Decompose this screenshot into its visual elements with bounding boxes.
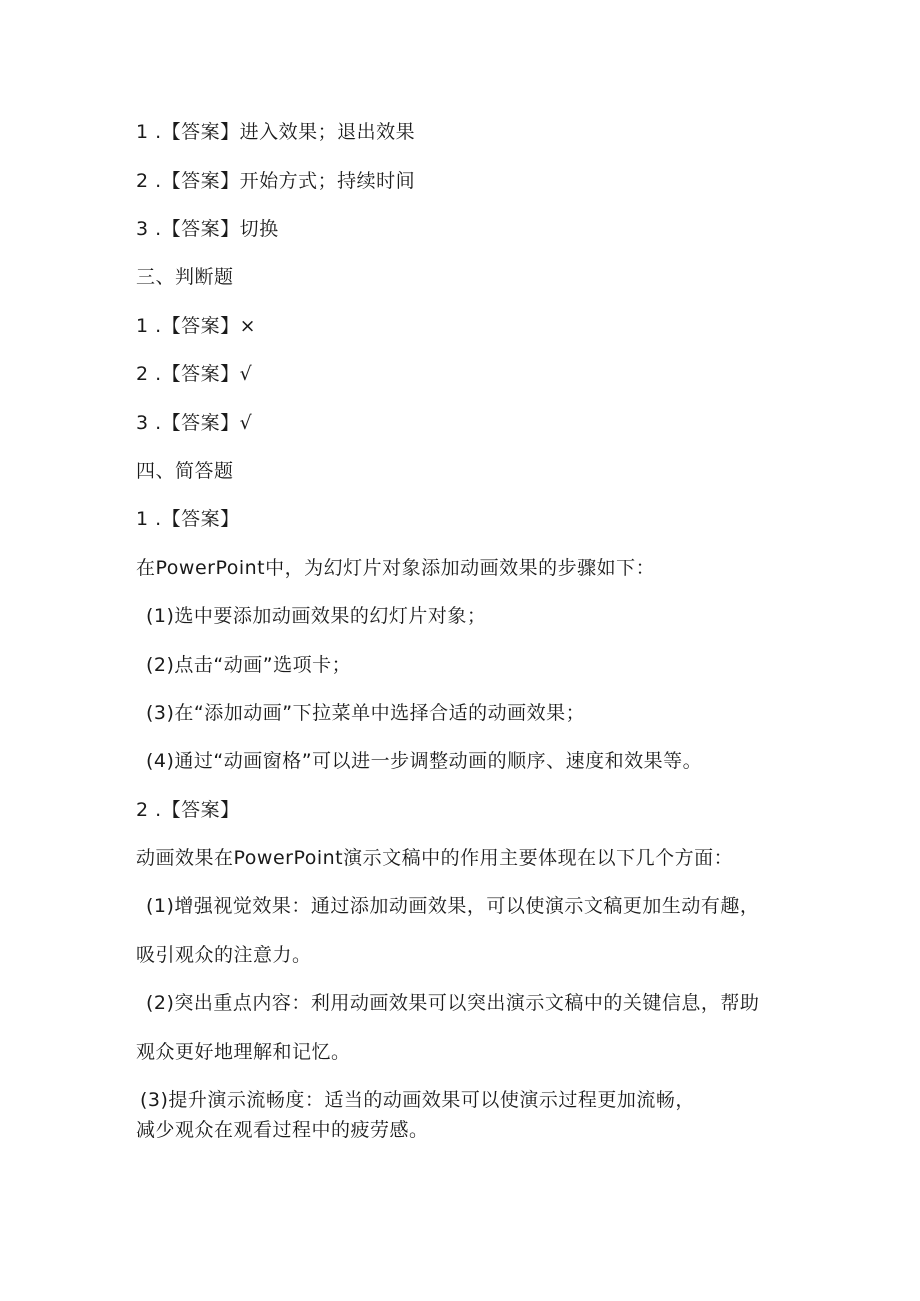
point-item-2-line-2: 观众更好地理解和记忆。 <box>136 1041 351 1063</box>
answer-line-tf-1: 1 .【答案】× <box>136 315 257 337</box>
answer-line-tf-2: 2 .【答案】√ <box>136 363 253 385</box>
point-item-1-line-1: (1)增强视觉效果：通过添加动画效果，可以使演示文稿更加生动有趣， <box>146 895 760 917</box>
point-item-1-line-2: 吸引观众的注意力。 <box>136 944 312 966</box>
point-item-2-line-1: (2)突出重点内容：利用动画效果可以突出演示文稿中的关键信息，帮助 <box>146 992 760 1014</box>
point-item-3-line-1: (3)提升演示流畅度：适当的动画效果可以使演示过程更加流畅， <box>140 1089 695 1111</box>
paragraph-intro-2: 动画效果在PowerPoint演示文稿中的作用主要体现在以下几个方面： <box>136 847 734 869</box>
answer-line-sa-1: 1 .【答案】 <box>136 508 240 530</box>
answer-line-fill-2: 2 .【答案】开始方式；持续时间 <box>136 170 416 192</box>
step-item-1: (1)选中要添加动画效果的幻灯片对象； <box>146 605 487 627</box>
answer-line-sa-2: 2 .【答案】 <box>136 799 240 821</box>
step-item-3: (3)在“添加动画”下拉菜单中选择合适的动画效果； <box>146 702 586 724</box>
step-item-4: (4)通过“动画窗格”可以进一步调整动画的顺序、速度和效果等。 <box>146 750 703 772</box>
answer-line-fill-1: 1 .【答案】进入效果；退出效果 <box>136 121 416 143</box>
section-heading-short-answer: 四、简答题 <box>136 460 234 482</box>
answer-line-fill-3: 3 .【答案】切换 <box>136 218 279 240</box>
point-item-3-line-2: 减少观众在观看过程中的疲劳感。 <box>136 1119 429 1141</box>
answer-line-tf-3: 3 .【答案】√ <box>136 412 253 434</box>
paragraph-intro-1: 在PowerPoint中，为幻灯片对象添加动画效果的步骤如下： <box>136 557 656 579</box>
step-item-2: (2)点击“动画”选项卡； <box>146 654 352 676</box>
section-heading-true-false: 三、判断题 <box>136 266 234 288</box>
